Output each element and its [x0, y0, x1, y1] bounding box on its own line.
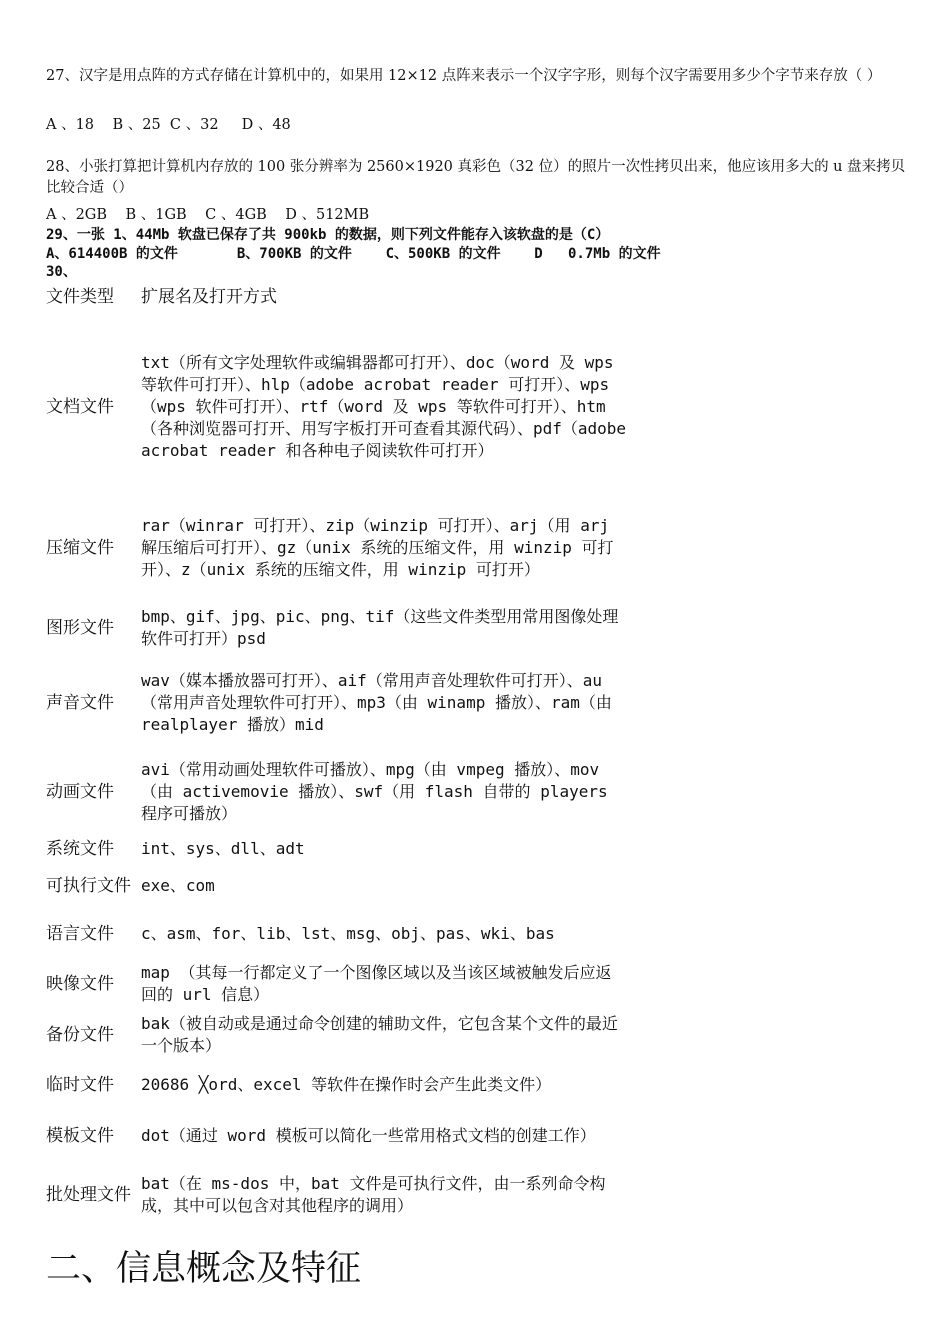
row-type: 批处理文件 [46, 1185, 131, 1205]
row-type: 模板文件 [46, 1126, 114, 1146]
row-desc: 20686 ╳ord、excel 等软件在操作时会产生此类文件） [141, 1075, 552, 1094]
row-desc: exe、com [141, 876, 215, 895]
table-row [46, 1010, 627, 1060]
row-type: 文档文件 [46, 397, 114, 417]
question-27-options: A 、18 B 、25 C 、32 D 、48 [46, 117, 291, 133]
row-type: 图形文件 [46, 618, 114, 638]
row-desc: map （其每一行都定义了一个图像区域以及当该区域被触发后应返回的 url 信息） [141, 963, 612, 1004]
header-extension: 扩展名及打开方式 [141, 287, 277, 307]
table-row [46, 658, 627, 748]
table-row [46, 1060, 627, 1110]
file-type-table [46, 282, 627, 1228]
row-desc: c、asm、for、lib、lst、msg、obj、pas、wki、bas [141, 924, 555, 943]
row-type: 动画文件 [46, 782, 114, 802]
question-29-text: 29、一张 1、44Mb 软盘已保存了共 900kb 的数据，则下列文件能存入该软盘的是（C） [46, 227, 610, 243]
table-row [46, 748, 627, 836]
table-row [46, 958, 627, 1010]
row-desc: bat（在 ms-dos 中，bat 文件是可执行文件，由一系列命令构成，其中可以包含对其他程序的调用） [141, 1174, 606, 1215]
table-row [46, 1110, 627, 1162]
question-28-text: 28、小张打算把计算机内存放的 100 张分辨率为 2560×1920 真彩色（32 位）的照片一次性拷贝出来，他应该用多大的 u 盘来拷贝比较合适（） [46, 159, 906, 196]
row-type: 临时文件 [46, 1075, 114, 1095]
row-type: 映像文件 [46, 974, 114, 994]
table-row [46, 498, 627, 598]
section-heading: 二、信息概念及特征 [46, 1249, 362, 1289]
row-type: 压缩文件 [46, 538, 114, 558]
question-28-options: A 、2GB B 、1GB C 、4GB D 、512MB [46, 207, 370, 223]
question-30-label: 30、 [46, 264, 77, 280]
row-type: 可执行文件 [46, 876, 131, 896]
table-row [46, 1162, 627, 1228]
question-27-text: 27、汉字是用点阵的方式存储在计算机中的，如果用 12×12 点阵来表示一个汉字字形，则每个汉字需要用多少个字节来存放（ ） [46, 68, 882, 84]
row-desc: avi（常用动画处理软件可播放）、mpg（由 vmpeg 播放）、mov（由 activemovie 播放）、swf（用 flash 自带的 players 程序可播放） [141, 760, 608, 823]
table-row [46, 836, 627, 862]
row-type: 语言文件 [46, 924, 114, 944]
row-type: 系统文件 [46, 839, 114, 859]
row-type: 备份文件 [46, 1025, 114, 1045]
table-row [46, 862, 627, 910]
row-desc: bak（被自动或是通过命令创建的辅助文件，它包含某个文件的最近一个版本） [141, 1014, 618, 1055]
row-desc: wav（媒本播放器可打开）、aif（常用声音处理软件可打开）、au（常用声音处理软件可打开）、mp3（由 winamp 播放）、ram（由 realplayer 播放）mid [141, 671, 612, 734]
table-row [46, 598, 627, 658]
row-desc: txt（所有文字处理软件或编辑器都可打开）、doc（word 及 wps 等软件可打开）、hlp（adobe acrobat reader 可打开）、wps（wps 软件可打开）、rtf（word 及 wps 等软件可打开）、htm（各种浏览器可打开、用写字板打开可查看其源代码）、pdf（adobe acrobat reader 和各种电子阅读软件可打开） [141, 353, 627, 460]
question-29-options: A、614400B 的文件 B、700KB 的文件 C、500KB 的文件 D 0.7Mb 的文件 [46, 246, 661, 262]
row-type: 声音文件 [46, 693, 114, 713]
table-header-row [46, 282, 627, 312]
table-row [46, 332, 627, 482]
header-file-type: 文件类型 [46, 287, 114, 307]
row-desc: dot（通过 word 模板可以简化一些常用格式文档的创建工作） [141, 1126, 596, 1145]
row-desc: rar（winrar 可打开）、zip（winzip 可打开）、arj（用 arj 解压缩后可打开）、gz（unix 系统的压缩文件，用 winzip 可打开）、z（unix 系统的压缩文件，用 winzip 可打开） [141, 516, 614, 579]
row-desc: bmp、gif、jpg、pic、png、tif（这些文件类型用常用图像处理软件可打开）psd [141, 607, 619, 648]
table-row [46, 910, 627, 958]
row-desc: int、sys、dll、adt [141, 839, 305, 858]
